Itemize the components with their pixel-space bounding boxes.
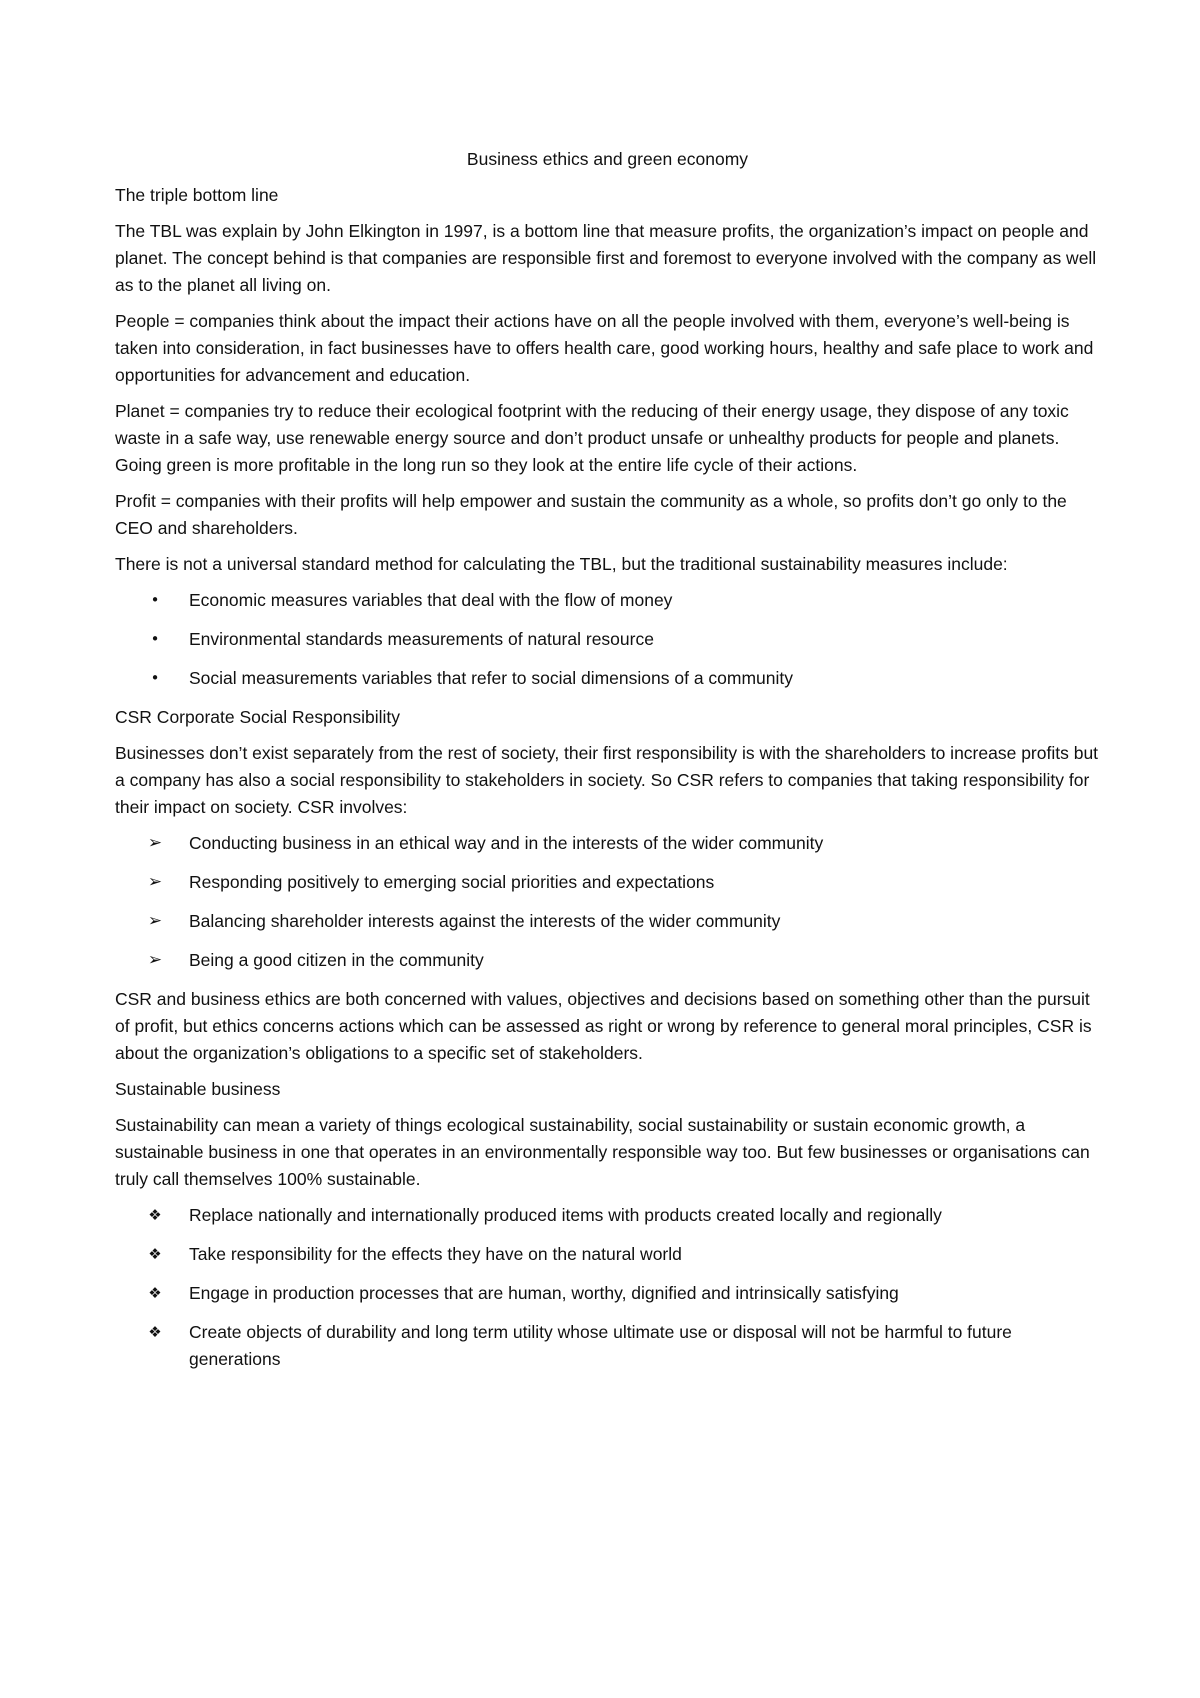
list-item-text: Balancing shareholder interests against the interests of the wider community	[189, 911, 781, 931]
list-item	[115, 1202, 1100, 1229]
list-item	[115, 587, 1100, 614]
list-item-text: Conducting business in an ethical way and in the interests of the wider community	[189, 833, 824, 853]
list-item-text: Create objects of durability and long term utility whose ultimate use or disposal will not be harmful to future generations	[189, 1322, 1012, 1369]
list-item-text: Responding positively to emerging social priorities and expectations	[189, 872, 715, 892]
tbl-paragraph-profit: Profit = companies with their profits will help empower and sustain the community as a whole, so profits don’t go only to the CEO and shareholders.	[115, 491, 1067, 538]
list-item-text: Economic measures variables that deal with the flow of money	[189, 590, 673, 610]
bullet-dot-icon: •	[150, 669, 160, 687]
csr-involves-list	[115, 830, 1100, 974]
list-item-text: Engage in production processes that are human, worthy, dignified and intrinsically satisfying	[189, 1283, 899, 1303]
tbl-paragraph-planet: Planet = companies try to reduce their ecological footprint with the reducing of their energy usage, they dispose of any toxic waste in a safe way, use renewable energy source and don’t product unsafe or unhealthy products for people and planets. Going green is more profitable in the long run so they look at the entire life cycle of their actions.	[115, 401, 1069, 475]
arrow-bullet-icon: ➢	[147, 950, 163, 970]
diamond-bullet-icon: ❖	[148, 1284, 162, 1302]
list-item	[115, 626, 1100, 653]
list-item-text: Being a good citizen in the community	[189, 950, 484, 970]
arrow-bullet-icon: ➢	[147, 872, 163, 892]
section-heading-tbl: The triple bottom line	[115, 185, 279, 205]
tbl-paragraph-measures: There is not a universal standard method for calculating the TBL, but the traditional sustainability measures include:	[115, 554, 1008, 574]
sustainable-list	[115, 1202, 1100, 1373]
section-heading-sustainable: Sustainable business	[115, 1079, 281, 1099]
list-item-text: Replace nationally and internationally produced items with products created locally and regionally	[189, 1205, 942, 1225]
list-item	[115, 1319, 1100, 1373]
diamond-bullet-icon: ❖	[148, 1323, 162, 1341]
tbl-paragraph-people: People = companies think about the impact their actions have on all the people involved with them, everyone’s well-being is taken into consideration, in fact businesses have to offers health care, good working hours, healthy and safe place to work and opportunities for advancement and education.	[115, 311, 1094, 385]
section-heading-csr: CSR Corporate Social Responsibility	[115, 707, 400, 727]
sustainable-paragraph-1: Sustainability can mean a variety of things ecological sustainability, social sustainability or sustain economic growth, a sustainable business in one that operates in an environmentally responsible way too. But few businesses or organisations can truly call themselves 100% sustainable.	[115, 1115, 1090, 1189]
list-item	[115, 1241, 1100, 1268]
tbl-paragraph-1: The TBL was explain by John Elkington in 1997, is a bottom line that measure profits, the organization’s impact on people and planet. The concept behind is that companies are responsible first and foremost to everyone involved with the company as well as to the planet all living on.	[115, 221, 1097, 295]
list-item	[115, 947, 1100, 974]
list-item	[115, 1280, 1100, 1307]
document-title: Business ethics and green economy	[466, 149, 749, 169]
bullet-dot-icon: •	[150, 630, 160, 648]
arrow-bullet-icon: ➢	[147, 833, 163, 853]
list-item	[115, 869, 1100, 896]
arrow-bullet-icon: ➢	[147, 911, 163, 931]
list-item-text: Environmental standards measurements of natural resource	[189, 629, 654, 649]
diamond-bullet-icon: ❖	[148, 1245, 162, 1263]
list-item	[115, 908, 1100, 935]
document-page	[115, 146, 1100, 1385]
list-item	[115, 830, 1100, 857]
bullet-dot-icon: •	[150, 591, 160, 609]
list-item	[115, 665, 1100, 692]
tbl-measures-list	[115, 587, 1100, 692]
list-item-text: Take responsibility for the effects they have on the natural world	[189, 1244, 682, 1264]
csr-paragraph-2: CSR and business ethics are both concerned with values, objectives and decisions based on something other than the pursuit of profit, but ethics concerns actions which can be assessed as right or wrong by reference to general moral principles, CSR is about the organization’s obligations to a specific set of stakeholders.	[115, 989, 1092, 1063]
diamond-bullet-icon: ❖	[148, 1206, 162, 1224]
csr-paragraph-1: Businesses don’t exist separately from the rest of society, their first responsibility is with the shareholders to increase profits but a company has also a social responsibility to stakeholders in society. So CSR refers to companies that taking responsibility for their impact on society. CSR involves:	[115, 743, 1099, 817]
list-item-text: Social measurements variables that refer to social dimensions of a community	[189, 668, 794, 688]
